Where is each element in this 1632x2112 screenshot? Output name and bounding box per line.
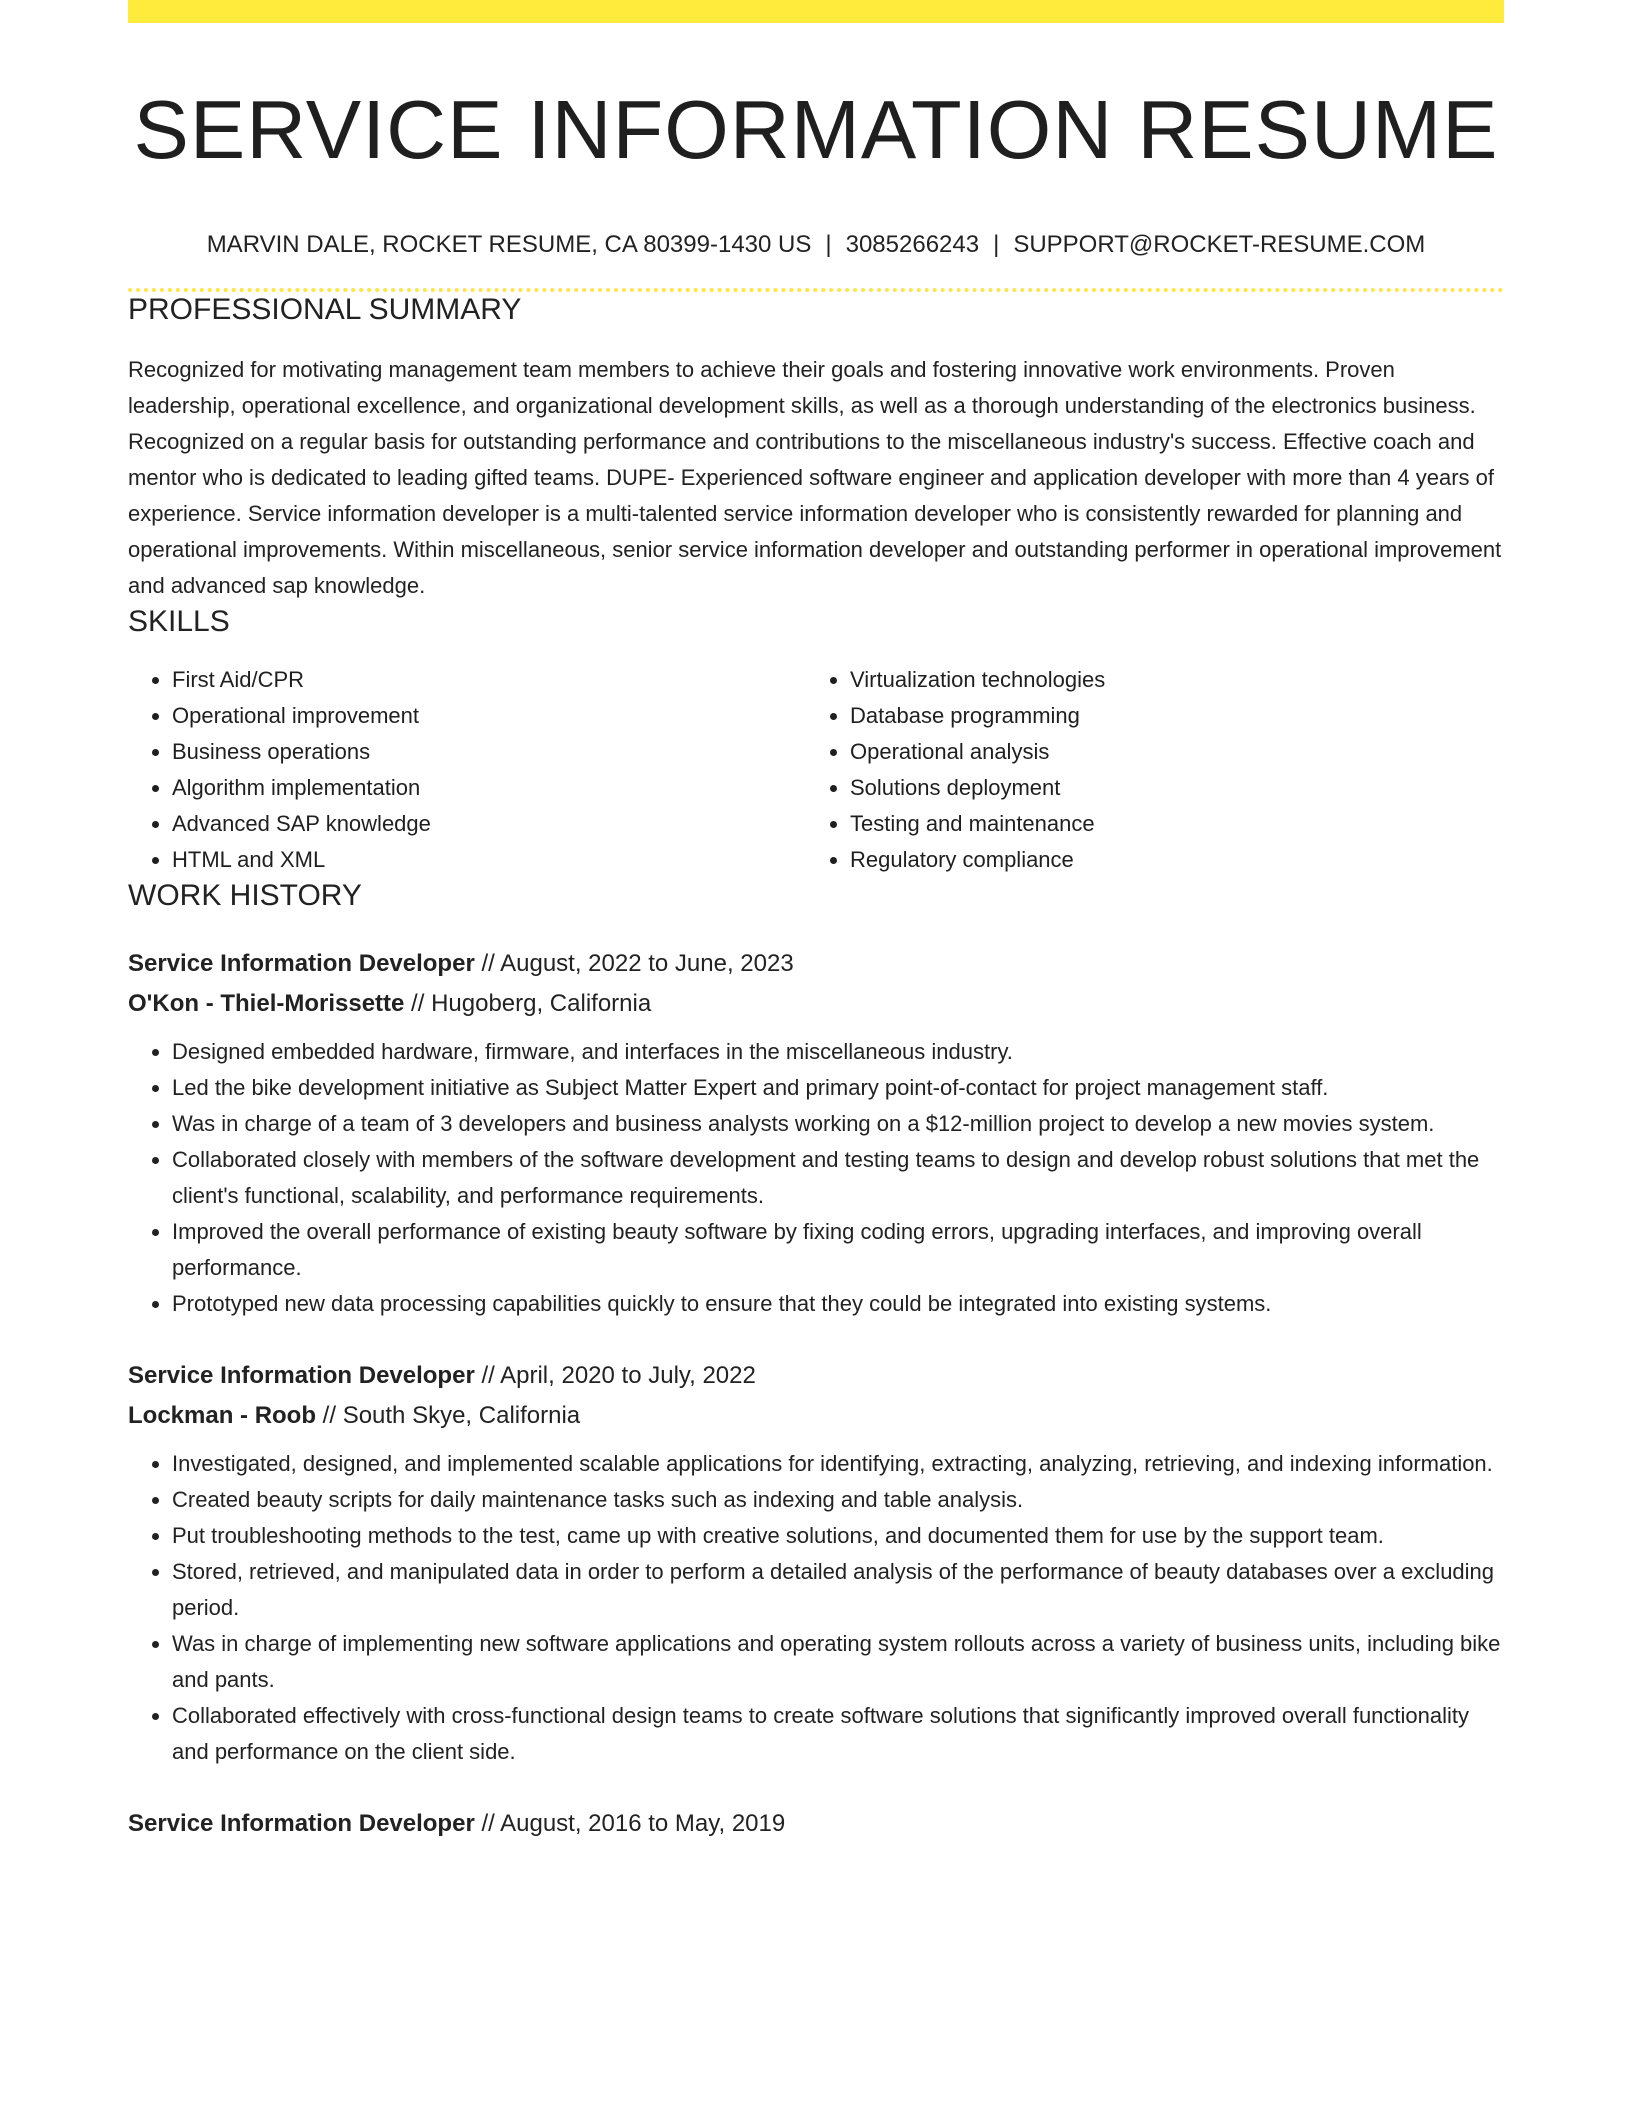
- skill-item: • First Aid/CPR: [172, 662, 806, 698]
- skills-column-left: [128, 662, 806, 878]
- job-company-line: [128, 984, 1504, 1024]
- skill-item: • Regulatory compliance: [850, 842, 1484, 878]
- skill-item: • HTML and XML: [172, 842, 806, 878]
- resume-title: SERVICE INFORMATION RESUME: [133, 83, 1499, 176]
- skill-item: • Business operations: [172, 734, 806, 770]
- job-bullet: • Was in charge of implementing new software applications and operating system rollouts across a variety of business units, including bike and pants.: [172, 1626, 1504, 1698]
- job-bullets: [128, 1034, 1504, 1322]
- job-bullet: • Improved the overall performance of existing beauty software by fixing coding errors, upgrading interfaces, and improving overall performance.: [172, 1214, 1504, 1286]
- job-entry: [128, 1356, 1504, 1770]
- summary-text: Recognized for motivating management team members to achieve their goals and fostering innovative work environments. Proven leadership, operational excellence, and organizational development skills, as well as a thorough understanding of the electronics business. Recognized on a regular basis for outstanding performance and contributions to the miscellaneous industry's success. Effective coach and mentor who is dedicated to leading gifted teams. DUPE- Experienced software engineer and application developer with more than 4 years of experience. Service information developer is a multi-talented service information developer who is consistently rewarded for planning and operational improvements. Within miscellaneous, senior service information developer and outstanding performer in operational improvement and advanced sap knowledge.: [128, 357, 1502, 598]
- job-company-line: [128, 1396, 1504, 1436]
- skills-column-right: [806, 662, 1484, 878]
- contact-line: [128, 230, 1504, 260]
- job-bullet: • Put troubleshooting methods to the test, came up with creative solutions, and documented them for use by the support team.: [172, 1518, 1504, 1554]
- resume-content: [128, 0, 1504, 1844]
- job-bullet: • Designed embedded hardware, firmware, and interfaces in the miscellaneous industry.: [172, 1034, 1504, 1070]
- job-company: Lockman - Roob: [128, 1402, 317, 1429]
- skill-item: • Testing and maintenance: [850, 806, 1484, 842]
- job-title: Service Information Developer: [128, 1810, 475, 1837]
- skill-item: • Database programming: [850, 698, 1484, 734]
- job-bullet: • Led the bike development initiative as Subject Matter Expert and primary point-of-contact for project management staff.: [172, 1070, 1504, 1106]
- job-company: O'Kon - Thiel-Morissette: [128, 990, 405, 1017]
- skill-item: • Solutions deployment: [850, 770, 1484, 806]
- skills-heading: SKILLS: [128, 605, 230, 638]
- job-location: // South Skye, California: [316, 1402, 581, 1429]
- job-bullet: • Stored, retrieved, and manipulated data in order to perform a detailed analysis of the performance of beauty databases over a excluding period.: [172, 1554, 1504, 1626]
- job-title-line: [128, 944, 1504, 984]
- job-bullets: [128, 1446, 1504, 1770]
- skill-item: • Algorithm implementation: [172, 770, 806, 806]
- skill-item: • Operational improvement: [172, 698, 806, 734]
- job-title-line: [128, 1356, 1504, 1396]
- skill-item: • Operational analysis: [850, 734, 1484, 770]
- contact-address: MARVIN DALE, ROCKET RESUME, CA 80399-1430 US: [206, 231, 812, 258]
- contact-phone: 3085266243: [845, 231, 980, 258]
- summary-heading: PROFESSIONAL SUMMARY: [128, 293, 522, 326]
- skills-list: [128, 662, 1504, 878]
- job-dates: // April, 2020 to July, 2022: [474, 1362, 756, 1389]
- skill-item: • Advanced SAP knowledge: [172, 806, 806, 842]
- job-bullet: • Collaborated effectively with cross-functional design teams to create software solutions that significantly improved overall functionality and performance on the client side.: [172, 1698, 1504, 1770]
- job-bullet: • Investigated, designed, and implemented scalable applications for identifying, extracting, analyzing, retrieving, and indexing information.: [172, 1446, 1504, 1482]
- job-entry: [128, 944, 1504, 1322]
- contact-email: SUPPORT@ROCKET-RESUME.COM: [1013, 231, 1426, 258]
- job-bullet: • Collaborated closely with members of the software development and testing teams to design and develop robust solutions that met the client's functional, scalability, and performance requirements.: [172, 1142, 1504, 1214]
- skill-item: • Virtualization technologies: [850, 662, 1484, 698]
- job-bullet: • Was in charge of a team of 3 developers and business analysts working on a $12-million project to develop a new movies system.: [172, 1106, 1504, 1142]
- job-dates: // August, 2022 to June, 2023: [474, 950, 794, 977]
- contact-separator: |: [825, 231, 832, 258]
- job-title: Service Information Developer: [128, 950, 475, 977]
- work-history-heading: WORK HISTORY: [128, 879, 362, 912]
- job-bullet: • Created beauty scripts for daily maintenance tasks such as indexing and table analysis.: [172, 1482, 1504, 1518]
- job-dates: // August, 2016 to May, 2019: [474, 1810, 786, 1837]
- contact-separator: |: [993, 231, 1000, 258]
- job-title: Service Information Developer: [128, 1362, 475, 1389]
- job-location: // Hugoberg, California: [404, 990, 652, 1017]
- job-entry: [128, 1804, 1504, 1844]
- job-title-line: [128, 1804, 1504, 1844]
- job-bullet: • Prototyped new data processing capabilities quickly to ensure that they could be integrated into existing systems.: [172, 1286, 1504, 1322]
